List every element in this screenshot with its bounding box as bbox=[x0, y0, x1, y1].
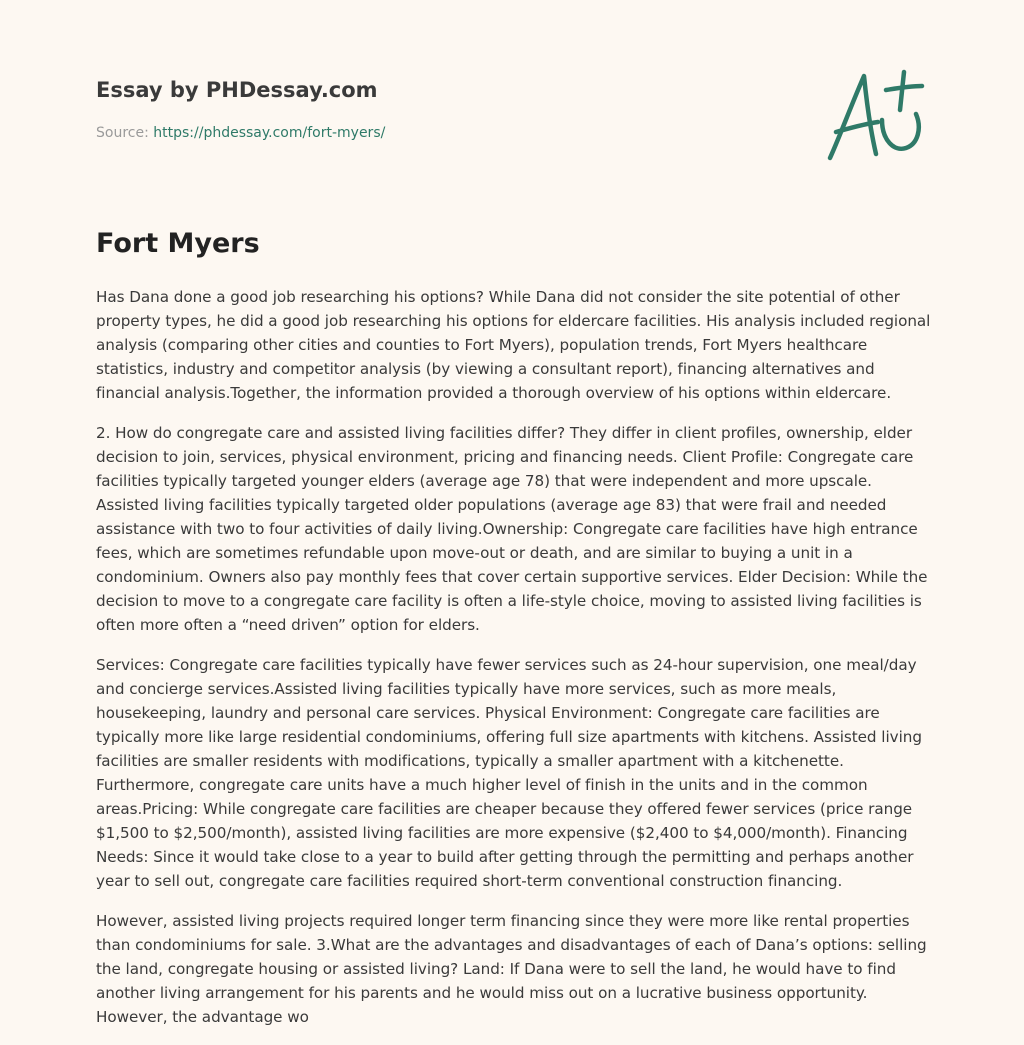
page-header bbox=[96, 76, 928, 141]
essay-paragraph: 2. How do congregate care and assisted living facilities differ? They differ in client profiles, ownership, elder decision to join, services, physical environment, pricing and financing needs. Client Profile: Congregate care facilities typically targeted younger elders (average age 78) that were independent and more upscale. Assisted living facilities typically targeted older populations (average age 83) that were frail and needed assistance with two to four activities of daily living.Ownership: Congregate care facilities have high entrance fees, which are sometimes refundable upon move-out or death, and are similar to buying a unit in a condominium. Owners also pay monthly fees that cover certain supportive services. Elder Decision: While the decision to move to a congregate care facility is often a life-style choice, moving to assisted living facilities is often more often a “need driven” option for elders. bbox=[96, 424, 928, 634]
source-line bbox=[96, 124, 385, 142]
essay-title: Fort Myers bbox=[96, 228, 260, 259]
essay-paragraph: Has Dana done a good job researching his options? While Dana did not consider the site potential of other property types, he did a good job researching his options for eldercare facilities. His analysis included regional analysis (comparing other cities and counties to Fort Myers), population trends, Fort Myers healthcare statistics, industry and competitor analysis (by viewing a consultant report), financing alternatives and financial analysis.Together, the information provided a thorough overview of his options within eldercare. bbox=[96, 288, 931, 402]
source-link[interactable]: https://phdessay.com/fort-myers/ bbox=[153, 125, 386, 141]
brand-title: Essay by PHDessay.com bbox=[96, 78, 378, 102]
a-plus-logo-icon bbox=[820, 66, 930, 166]
essay-body bbox=[96, 285, 932, 1045]
essay-paragraph: Services: Congregate care facilities typically have fewer services such as 24-hour supervision, one meal/day and concierge services.Assisted living facilities typically have more services, such as more meals, housekeeping, laundry and personal care services. Physical Environment: Congregate care facilities are typically more like large residential condominiums, offering full size apartments with kitchens. Assisted living facilities are smaller residents with modifications, typically a smaller apartment with a kitchenette. Furthermore, congregate care units have a much higher level of finish in the units and in the common areas.Pricing: While congregate care facilities are cheaper because they offered fewer services (price range $1,500 to $2,500/month), assisted living facilities are more expensive ($2,400 to $4,000/month). Financing Needs: Since it would take close to a year to build after getting through the permitting and perhaps another year to sell out, congregate care facilities required short-term conventional construction financing. bbox=[96, 656, 922, 890]
essay-paragraph: However, assisted living projects required longer term financing since they were more like rental properties than condominiums for sale. 3.What are the advantages and disadvantages of each of Dana’s options: selling the land, congregate housing or assisted living? Land: If Dana were to sell the land, he would have to find another living arrangement for his parents and he would miss out on a lucrative business opportunity. However, the advantage wo bbox=[96, 912, 927, 1026]
source-label: Source: bbox=[96, 125, 149, 141]
